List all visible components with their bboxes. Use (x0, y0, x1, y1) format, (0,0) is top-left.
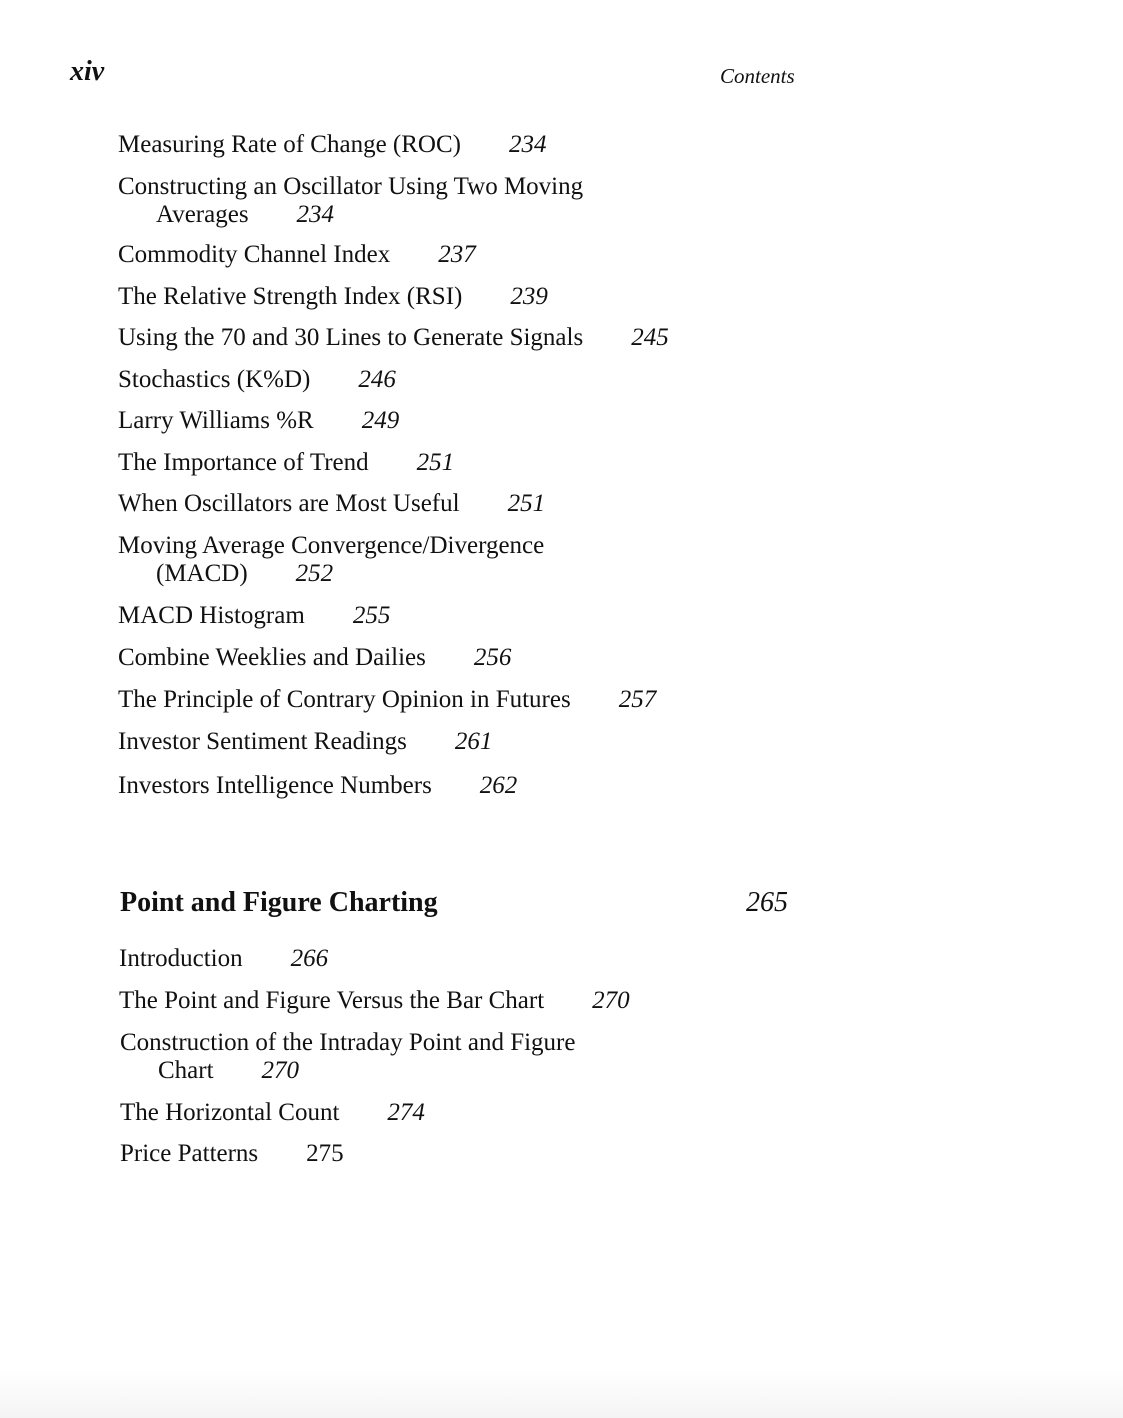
toc-entry-title: Stochastics (K%D) (118, 366, 311, 393)
toc-entry-title: Using the 70 and 30 Lines to Generate Signals (118, 324, 584, 351)
toc-entry-title: Measuring Rate of Change (ROC) (118, 131, 461, 158)
toc-entry (118, 449, 454, 477)
toc-entry-title: The Horizontal Count (120, 1099, 340, 1126)
toc-entry-page: 270 (592, 987, 630, 1014)
toc-entry-page: 274 (387, 1099, 425, 1126)
toc-entry-title: Investor Sentiment Readings (118, 728, 407, 755)
toc-entry (118, 772, 517, 800)
toc-entry-title: The Principle of Contrary Opinion in Futures (118, 686, 571, 713)
toc-entry-page: 255 (352, 602, 391, 629)
toc-entry-page: 275 (306, 1140, 344, 1167)
toc-entry-title: Investors Intelligence Numbers (118, 772, 432, 799)
toc-entry-page: 251 (416, 449, 455, 476)
toc-entry-page: 249 (361, 407, 400, 434)
toc-entry-title: Price Patterns (120, 1140, 259, 1167)
toc-entry-title: Larry Williams %R (118, 407, 314, 434)
toc-entry (118, 324, 669, 352)
toc-entry-title: The Relative Strength Index (RSI) (118, 283, 463, 310)
toc-entry-title: Commodity Channel Index (118, 241, 391, 268)
toc-entry-page: 251 (507, 490, 546, 517)
toc-entry (118, 532, 544, 588)
toc-entry (118, 602, 390, 630)
toc-entry-page: 252 (295, 560, 334, 587)
toc-entry (120, 1140, 344, 1168)
toc-entry (118, 686, 656, 714)
toc-entry (118, 173, 583, 229)
folio-page-number: xiv (70, 56, 105, 87)
toc-entry (119, 945, 328, 973)
toc-entry (118, 407, 399, 435)
toc-entry-page: 262 (479, 772, 518, 799)
toc-entry (118, 490, 545, 518)
toc-entry-title: Constructing an Oscillator Using Two Moving (118, 173, 584, 200)
toc-entry-title: Introduction (119, 945, 243, 972)
toc-entry-page: 266 (290, 945, 329, 972)
toc-entry (120, 1029, 575, 1085)
toc-entry-page: 234 (508, 131, 547, 158)
toc-entry-page: 256 (473, 644, 512, 671)
toc-entry-title-continued: Averages (156, 201, 249, 228)
toc-entry-title: When Oscillators are Most Useful (118, 490, 460, 517)
toc-entry (120, 1099, 425, 1127)
toc-entry (118, 241, 476, 269)
toc-entry (119, 987, 630, 1015)
toc-entry-title: The Point and Figure Versus the Bar Chart (119, 987, 545, 1014)
toc-entry-page: 239 (510, 283, 548, 310)
toc-entry-title-continued: (MACD) (156, 560, 248, 587)
toc-entry-page: 246 (358, 366, 396, 393)
toc-entry (118, 728, 492, 756)
toc-entry (118, 644, 511, 672)
toc-entry-page: 234 (296, 201, 335, 228)
toc-entry-title: MACD Histogram (118, 602, 305, 629)
toc-entry-page: 245 (631, 324, 669, 351)
toc-entry (118, 283, 548, 311)
toc-entry (118, 366, 396, 394)
toc-entry-title-continued: Chart (158, 1057, 214, 1084)
toc-entry-page: 261 (454, 728, 493, 755)
toc-entry-title: Combine Weeklies and Dailies (118, 644, 426, 671)
running-head: Contents (720, 64, 795, 88)
toc-entry-page: 257 (618, 686, 657, 713)
chapter-title: Point and Figure Charting (120, 887, 438, 918)
toc-entry-page: 237 (438, 241, 476, 268)
toc-entry-page: 270 (261, 1057, 300, 1084)
toc-entry-title: The Importance of Trend (118, 449, 369, 476)
chapter-page-number: 265 (746, 887, 788, 918)
toc-entry (118, 131, 546, 159)
toc-entry-title: Construction of the Intraday Point and Figure (120, 1029, 576, 1056)
toc-entry-title: Moving Average Convergence/Divergence (118, 532, 545, 559)
